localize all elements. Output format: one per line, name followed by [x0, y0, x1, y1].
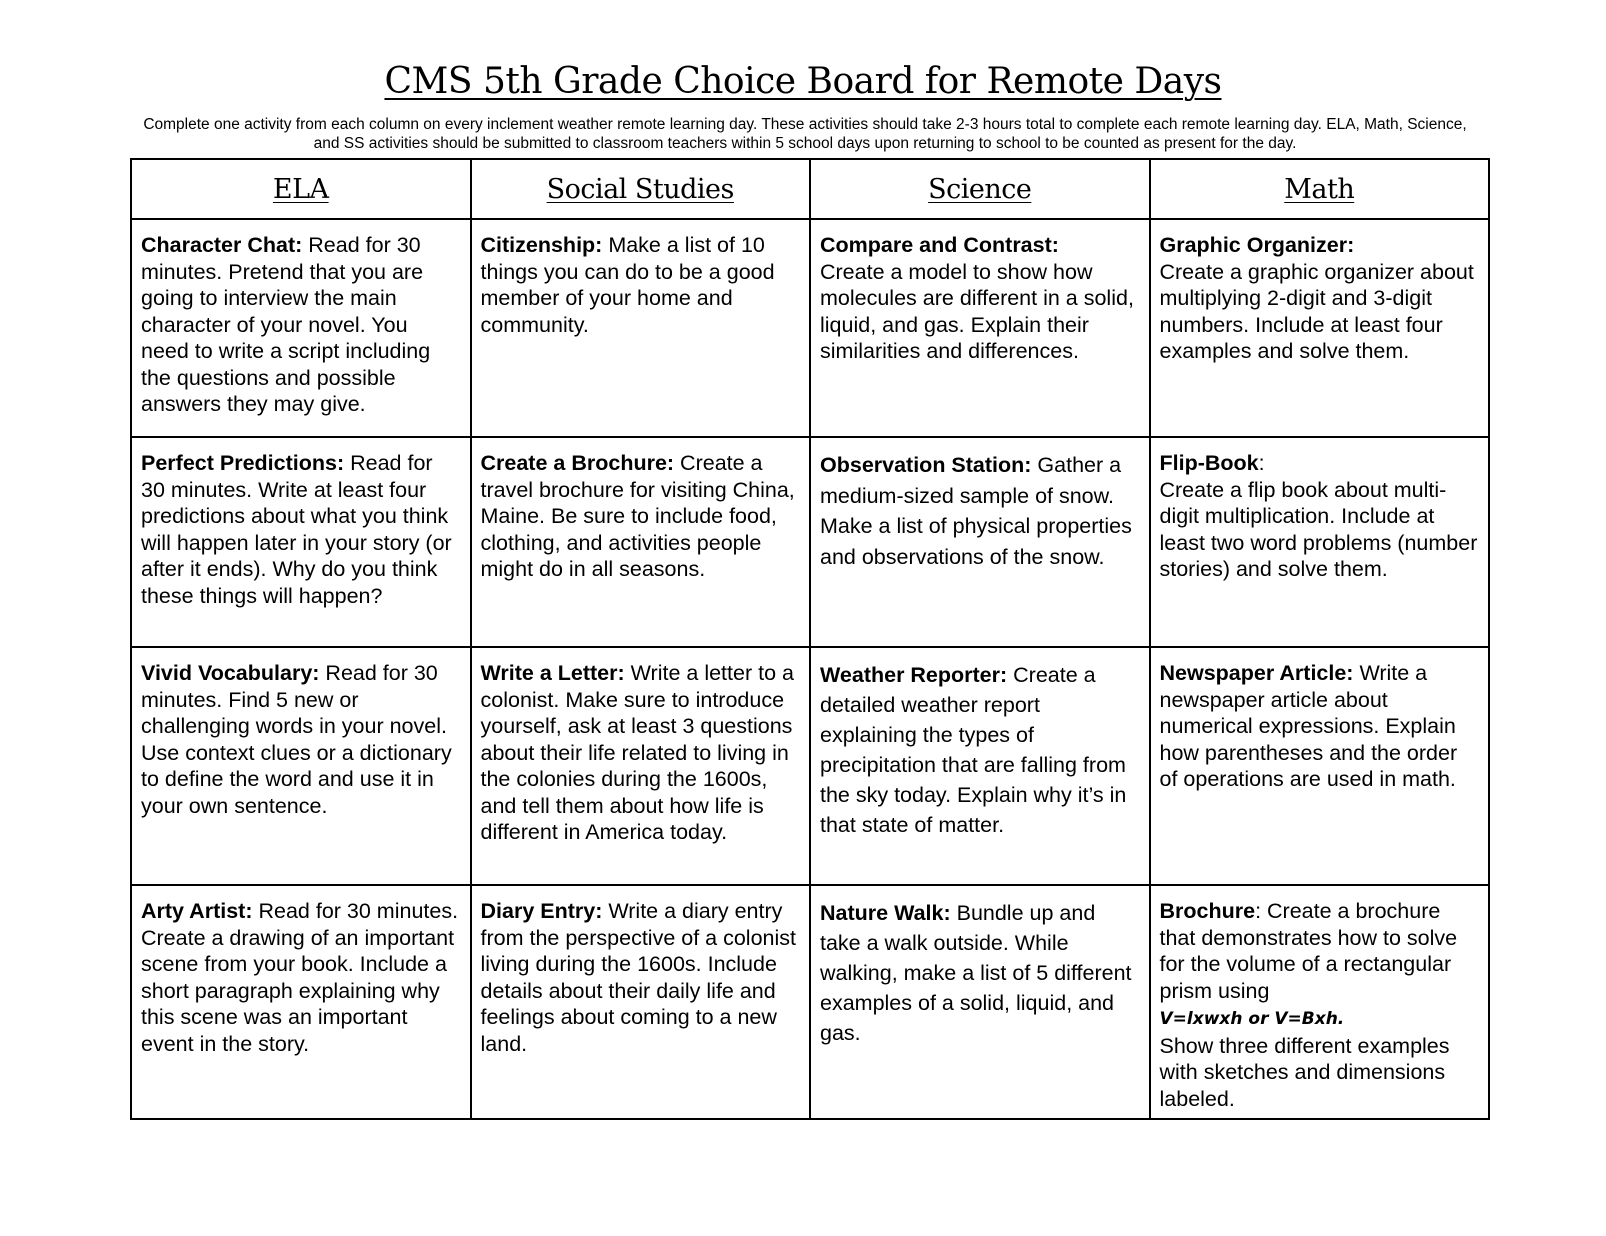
- activity-cell-social-studies: [471, 647, 811, 885]
- activity-title: Weather Reporter:: [820, 663, 1008, 687]
- activity-description: Create a graphic organizer about multiplying 2-digit and 3-digit numbers. Include at least four examples and solve them.: [1159, 259, 1474, 363]
- activity-title: Create a Brochure:: [480, 451, 675, 475]
- activity-cell-science: [810, 647, 1150, 885]
- activity-title: Compare and Contrast:: [820, 233, 1059, 257]
- column-header-social-studies: Social Studies: [471, 159, 811, 219]
- activity-title: Observation Station:: [820, 453, 1032, 477]
- activity-description: Read for 30 minutes. Pretend that you are going to interview the main character of your novel. You need to write a script including the questions and possible answers they may give.: [141, 233, 431, 416]
- choice-board-table: [130, 158, 1490, 1120]
- activity-description: Read for 30 minutes. Find 5 new or challenging words in your novel. Use context clues or a dictionary to define the word and use it in your own sentence.: [141, 661, 452, 818]
- activity-title-colon: :: [1258, 451, 1265, 475]
- activity-cell-science: [810, 437, 1150, 647]
- activity-title: Nature Walk:: [820, 901, 951, 925]
- activity-description: Create a detailed weather report explaining the types of precipitation that are falling from the sky today. Explain why it’s in that state of matter.: [820, 663, 1127, 837]
- activity-description: Write a newspaper article about numerical expressions. Explain how parentheses and the order of operations are used in math.: [1159, 661, 1458, 791]
- activity-title: Brochure: [1159, 899, 1256, 923]
- table-row: [131, 219, 1489, 437]
- activity-title: Diary Entry:: [480, 899, 603, 923]
- activity-cell-ela: [131, 885, 471, 1119]
- column-header-math: Math: [1150, 159, 1490, 219]
- page-title: CMS 5th Grade Choice Board for Remote Days: [384, 61, 1222, 102]
- activity-cell-math: [1150, 219, 1490, 437]
- activity-description: Gather a medium-sized sample of snow. Make a list of physical properties and observations of the snow.: [820, 453, 1132, 569]
- activity-cell-social-studies: [471, 437, 811, 647]
- activity-title: Citizenship:: [480, 233, 603, 257]
- activity-cell-ela: [131, 437, 471, 647]
- activity-description: Create a travel brochure for visiting China, Maine. Be sure to include food, clothing, and activities people might do in all seasons.: [480, 451, 795, 581]
- volume-formula: V=lxwxh or V=Bxh.: [1159, 1009, 1345, 1029]
- activity-description: Make a list of 10 things you can do to be a good member of your home and community.: [480, 233, 775, 337]
- activity-title: Character Chat:: [141, 233, 303, 257]
- activity-cell-ela: [131, 647, 471, 885]
- table-row: [131, 437, 1489, 647]
- activity-title: Vivid Vocabulary:: [141, 661, 320, 685]
- table-row: [131, 647, 1489, 885]
- activity-description-continued: Show three different examples with sketches and dimensions labeled.: [1159, 1033, 1450, 1111]
- activity-description: Read for 30 minutes. Create a drawing of an important scene from your book. Include a short paragraph explaining why this scene was an important event in the story.: [141, 899, 459, 1056]
- activity-description: Bundle up and take a walk outside. While walking, make a list of 5 different examples of a solid, liquid, and gas.: [820, 901, 1132, 1045]
- activity-cell-science: [810, 219, 1150, 437]
- activity-cell-social-studies: [471, 219, 811, 437]
- activity-title: Write a Letter:: [480, 661, 625, 685]
- header-row: [131, 159, 1489, 219]
- activity-description: Read for 30 minutes. Write at least four predictions about what you think will happen later in your story (or after it ends). Why do you think these things will happen?: [141, 451, 452, 608]
- table-row: [131, 885, 1489, 1119]
- activity-cell-social-studies: [471, 885, 811, 1119]
- activity-title: Perfect Predictions:: [141, 451, 345, 475]
- activity-cell-math: [1150, 647, 1490, 885]
- activity-description: Create a model to show how molecules are different in a solid, liquid, and gas. Explain their similarities and differences.: [820, 259, 1134, 363]
- activity-description: : Create a brochure that demonstrates how to solve for the volume of a rectangular prism using: [1159, 899, 1458, 1003]
- instructions-text: Complete one activity from each column on every inclement weather remote learning day. These activities should take 2-3 hours total to complete each remote learning day. ELA, Math, Science, and SS activities should be submitted to classroom teachers within 5 school days upon returning to school to be counted as present for the day.: [143, 116, 1467, 152]
- column-header-science: Science: [810, 159, 1150, 219]
- activity-description: Create a flip book about multi-digit multiplication. Include at least two word problems (number stories) and solve them.: [1159, 477, 1478, 581]
- activity-cell-math: [1150, 437, 1490, 647]
- activity-description: Write a letter to a colonist. Make sure to introduce yourself, ask at least 3 questions about their life related to living in the colonies during the 1600s, and tell them about how life is different in America today.: [480, 661, 794, 844]
- activity-cell-ela: [131, 219, 471, 437]
- activity-cell-science: [810, 885, 1150, 1119]
- activity-title: Arty Artist:: [141, 899, 253, 923]
- activity-title: Flip-Book: [1159, 451, 1259, 475]
- activity-description: Write a diary entry from the perspective of a colonist living during the 1600s. Include details about their daily life and feelings about coming to a new land.: [480, 899, 796, 1056]
- activity-title: Newspaper Article:: [1159, 661, 1354, 685]
- activity-cell-math: [1150, 885, 1490, 1119]
- activity-title: Graphic Organizer:: [1159, 233, 1355, 257]
- column-header-ela: ELA: [131, 159, 471, 219]
